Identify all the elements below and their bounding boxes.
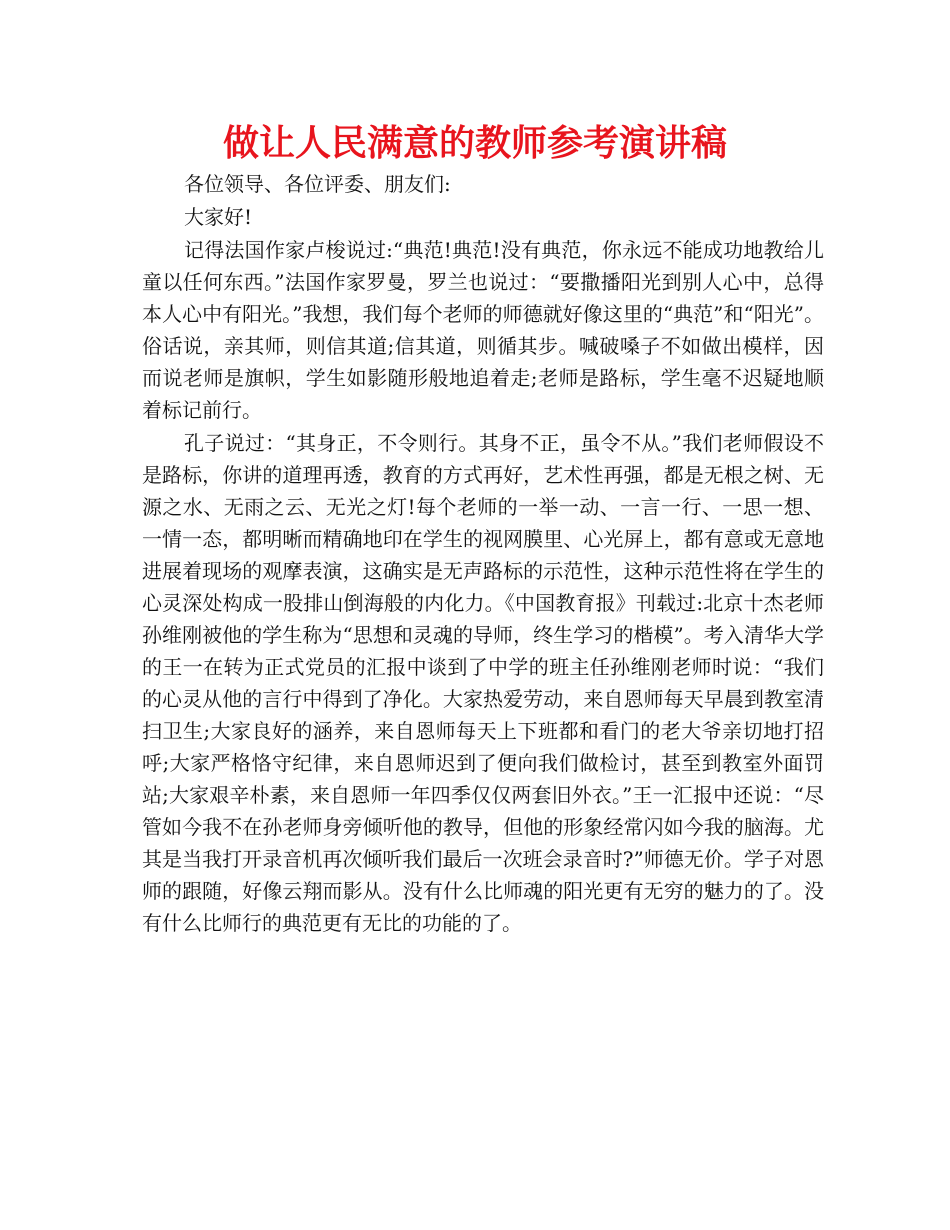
hello-paragraph: 大家好! [184,205,253,229]
body-paragraph-1: 记得法国作家卢梭说过:“典范!典范!没有典范，你永远不能成功地教给儿童以任何东西。”法国作家罗曼，罗兰也说过：“要撒播阳光到别人心中，总得本人心中有阳光。”我想，我们每个老师的师德就好像这里的“典范”和“阳光”。俗话说，亲其师，则信其道;信其道，则循其步。喊破嗓子不如做出模样，因而说老师是旗帜，学生如影随形般地追着走;老师是路标，学生毫不迟疑地顺着标记前行。 [142,238,824,422]
greeting-paragraph: 各位领导、各位评委、朋友们: [184,172,451,196]
document-title: 做让人民满意的教师参考演讲稿 [222,123,727,164]
body-paragraph-2: 孔子说过：“其身正，不令则行。其身不正，虽令不从。”我们老师假设不是路标，你讲的道理再透，教育的方式再好，艺术性再强，都是无根之树、无源之水、无雨之云、无光之灯!每个老师的一举一动、一言一行、一思一想、一情一态，都明晰而精确地印在学生的视网膜里、心光屏上，都有意或无意地进展着现场的观摩表演，这确实是无声路标的示范性，这种示范性将在学生的心灵深处构成一股排山倒海般的内化力。《中国教育报》刊载过:北京十杰老师孙维刚被他的学生称为“思想和灵魂的导师，终生学习的楷模”。考入清华大学的王一在转为正式党员的汇报中谈到了中学的班主任孙维刚老师时说：“我们的心灵从他的言行中得到了净化。大家热爱劳动，来自恩师每天早晨到教室清扫卫生;大家良好的涵养，来自恩师每天上下班都和看门的老大爷亲切地打招呼;大家严格恪守纪律，来自恩师迟到了便向我们做检讨，甚至到教室外面罚站;大家艰辛朴素，来自恩师一年四季仅仅两套旧外衣。”王一汇报中还说：“尽管如今我不在孙老师身旁倾听他的教导，但他的形象经常闪如今我的脑海。尤其是当我打开录音机再次倾听我们最后一次班会录音时?”师德无价。学子对恩师的跟随，好像云翔而影从。没有什么比师魂的阳光更有无穷的魅力的了。没有什么比师行的典范更有无比的功能的了。 [142,431,824,935]
document-body [142,168,824,940]
